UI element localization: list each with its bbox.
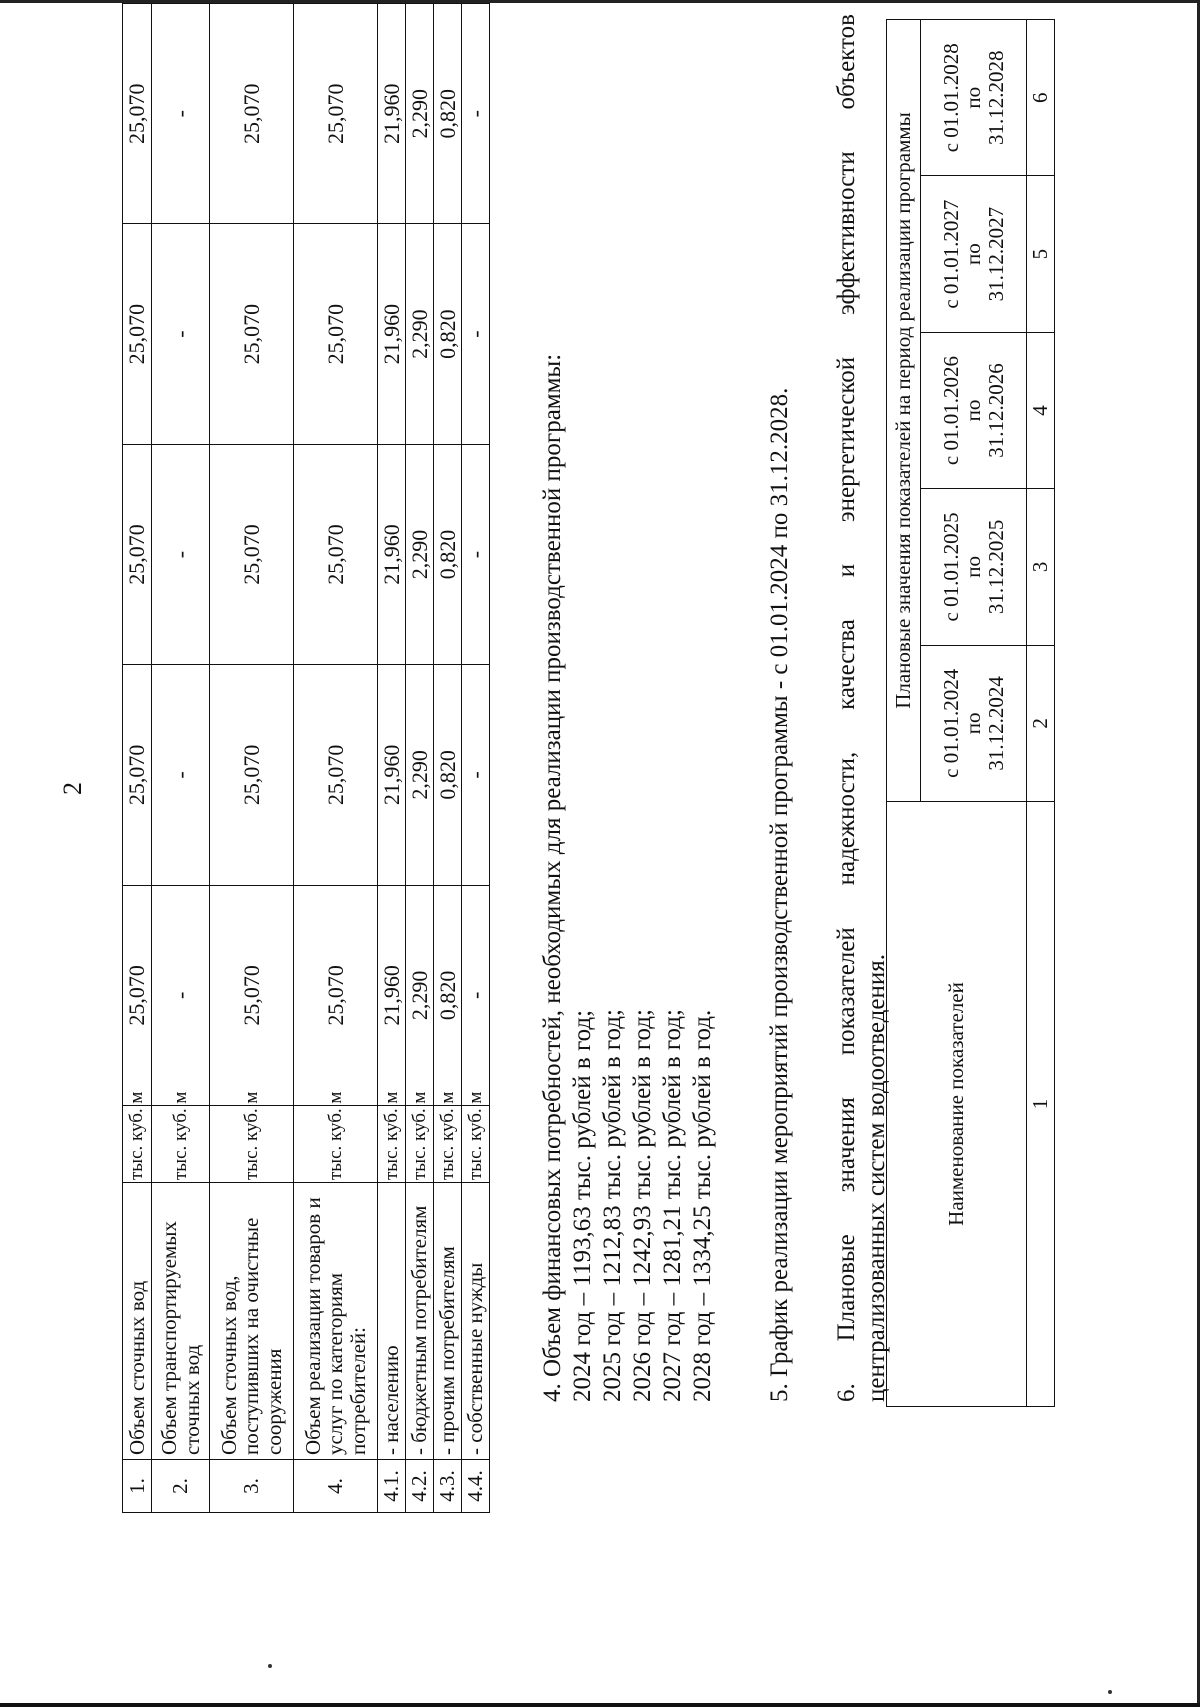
planned-indicators-table	[886, 19, 1055, 1407]
unit-cell: тыс. куб. м	[434, 1106, 462, 1183]
period-to: 31.12.2025	[983, 519, 1008, 615]
row-number: 3.	[210, 1460, 294, 1513]
indicator-name: Объем сточных вод, поступивших на очистные сооружения	[210, 1183, 294, 1460]
row-number: 4.2.	[406, 1460, 434, 1513]
heading-word: качества	[833, 619, 860, 710]
period-po: по	[961, 243, 986, 266]
table-header-row	[887, 20, 921, 1407]
value-cell: 25,070	[210, 444, 294, 664]
table-row	[152, 4, 210, 1513]
value-cell: 0,820	[434, 224, 462, 444]
column-number: 6	[1027, 20, 1055, 176]
value-cell: -	[152, 885, 210, 1105]
value-cell: 25,070	[210, 885, 294, 1105]
value-cell: -	[152, 4, 210, 224]
row-number: 4.	[294, 1460, 378, 1513]
row-number: 4.3.	[434, 1460, 462, 1513]
period-to: 31.12.2026	[983, 363, 1008, 458]
section-4-financial-needs	[538, 354, 718, 1402]
heading-word: и	[833, 563, 860, 578]
unit-cell: тыс. куб. м	[294, 1106, 378, 1183]
heading-word: эффективности	[833, 151, 860, 316]
table-row	[294, 4, 378, 1513]
value-cell: -	[152, 444, 210, 664]
value-cell: 2,290	[406, 885, 434, 1105]
value-cell: -	[152, 224, 210, 444]
section-4-line: 2027 год – 1281,21 тыс. рублей в год;	[659, 1009, 686, 1402]
column-number-row	[1027, 20, 1055, 1407]
value-cell: 25,070	[294, 885, 378, 1105]
row-number: 2.	[152, 1460, 210, 1513]
heading-word: 6.	[833, 1383, 860, 1402]
heading-word: Плановые	[833, 1234, 860, 1342]
column-number: 1	[1027, 802, 1055, 1407]
unit-cell: тыс. куб. м	[210, 1106, 294, 1183]
value-cell: 0,820	[434, 885, 462, 1105]
heading-word: надежности,	[833, 751, 860, 886]
section-4-line: 2026 год – 1242,93 тыс. рублей в год;	[629, 1009, 656, 1402]
table-row	[210, 4, 294, 1513]
heading-word: значения	[833, 1097, 860, 1193]
value-cell: -	[462, 444, 490, 664]
period-from: с 01.01.2024	[939, 668, 964, 778]
table-row	[434, 4, 462, 1513]
row-number: 1.	[123, 1460, 152, 1513]
section-6-heading-line2: централизованных систем водоотведения.	[863, 954, 890, 1402]
value-cell: 25,070	[123, 665, 152, 885]
value-cell: 25,070	[294, 224, 378, 444]
planned-values-header: Плановые значения показателей на период реализации программы	[887, 20, 921, 802]
section-4-line: 2025 год – 1212,83 тыс. рублей в год;	[599, 1009, 626, 1402]
period-header	[921, 489, 1027, 645]
period-header	[921, 20, 1027, 176]
unit-cell: тыс. куб. м	[406, 1106, 434, 1183]
value-cell: 2,290	[406, 4, 434, 224]
value-cell: 25,070	[294, 665, 378, 885]
indicator-name: - населению	[378, 1183, 406, 1460]
column-number: 4	[1027, 332, 1055, 488]
value-cell: 25,070	[210, 224, 294, 444]
period-po: по	[961, 399, 986, 422]
table-row	[406, 4, 434, 1513]
period-to: 31.12.2024	[983, 676, 1008, 771]
value-cell: 25,070	[123, 885, 152, 1105]
value-cell: 2,290	[406, 444, 434, 664]
row-number: 4.4.	[462, 1460, 490, 1513]
period-from: с 01.01.2027	[939, 199, 964, 309]
indicator-name: - собственные нужды	[462, 1183, 490, 1460]
section-5-schedule: 5. График реализации мероприятий производственной программы - с 01.01.2024 по 31.12.2028.	[766, 387, 793, 1402]
heading-word: объектов	[833, 14, 860, 110]
period-from: с 01.01.2028	[939, 43, 964, 153]
value-cell: 2,290	[406, 665, 434, 885]
period-to: 31.12.2027	[983, 206, 1008, 302]
value-cell: -	[462, 4, 490, 224]
heading-word: энергетической	[833, 356, 860, 523]
value-cell: 25,070	[210, 4, 294, 224]
production-volume-table	[122, 3, 490, 1513]
period-to: 31.12.2028	[983, 50, 1008, 145]
section-6-heading-line1	[832, 14, 862, 1402]
period-po: по	[961, 712, 986, 735]
period-header	[921, 332, 1027, 488]
row-number: 4.1.	[378, 1460, 406, 1513]
indicator-name: - прочим потребителям	[434, 1183, 462, 1460]
value-cell: 21,960	[378, 224, 406, 444]
value-cell: 21,960	[378, 4, 406, 224]
value-cell: 25,070	[294, 4, 378, 224]
value-cell: -	[152, 665, 210, 885]
value-cell: 21,960	[378, 444, 406, 664]
table-row	[123, 4, 152, 1513]
section-4-line: 2028 год – 1334,25 тыс. рублей в год.	[689, 1009, 716, 1402]
value-cell: 0,820	[434, 444, 462, 664]
period-po: по	[961, 556, 986, 578]
section-4-heading: 4. Объем финансовых потребностей, необходимых для реализации производственной программы:	[539, 353, 566, 1402]
column-number: 2	[1027, 645, 1055, 801]
value-cell: 25,070	[123, 224, 152, 444]
value-cell: 0,820	[434, 4, 462, 224]
value-cell: -	[462, 665, 490, 885]
period-header	[921, 176, 1027, 332]
value-cell: 0,820	[434, 665, 462, 885]
value-cell: 21,960	[378, 885, 406, 1105]
value-cell: -	[462, 224, 490, 444]
value-cell: 25,070	[294, 444, 378, 664]
value-cell: 25,070	[210, 665, 294, 885]
value-cell: 21,960	[378, 665, 406, 885]
unit-cell: тыс. куб. м	[378, 1106, 406, 1183]
indicator-name: - бюджетным потребителям	[406, 1183, 434, 1460]
value-cell: -	[462, 885, 490, 1105]
period-header	[921, 645, 1027, 801]
period-po: по	[961, 86, 986, 109]
column-number: 5	[1027, 176, 1055, 332]
page-number: 2	[58, 782, 87, 795]
period-from: с 01.01.2025	[939, 512, 964, 622]
heading-word: показателей	[833, 927, 860, 1056]
value-cell: 25,070	[123, 4, 152, 224]
indicator-name: Объем транспортируемых сточных вод	[152, 1183, 210, 1460]
indicator-name-header: Наименование показателей	[887, 802, 1027, 1407]
unit-cell: тыс. куб. м	[152, 1106, 210, 1183]
column-number: 3	[1027, 489, 1055, 645]
unit-cell: тыс. куб. м	[123, 1106, 152, 1183]
period-from: с 01.01.2026	[939, 355, 964, 466]
value-cell: 2,290	[406, 224, 434, 444]
table-row	[462, 4, 490, 1513]
unit-cell: тыс. куб. м	[462, 1106, 490, 1183]
indicator-name: Объем сточных вод	[123, 1183, 152, 1460]
indicator-name: Объем реализации товаров и услуг по категориям потребителей:	[294, 1183, 378, 1460]
section-4-line: 2024 год – 1193,63 тыс. рублей в год;	[569, 1009, 596, 1402]
value-cell: 25,070	[123, 444, 152, 664]
table-row	[378, 4, 406, 1513]
